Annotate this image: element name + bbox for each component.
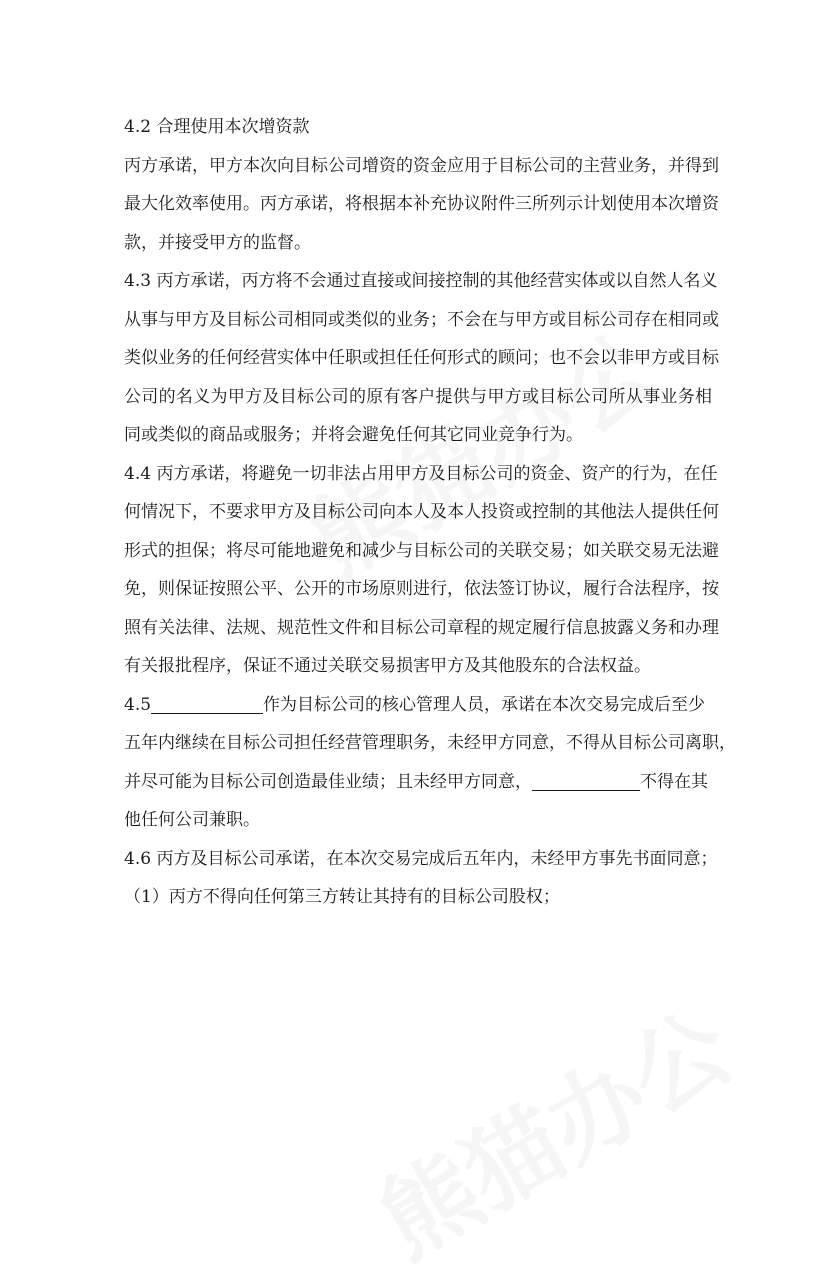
paragraph-line: 他任何公司兼职。 <box>124 810 260 830</box>
list-item: （1）丙方不得向任何第三方转让其持有的目标公司股权； <box>124 887 560 907</box>
clause-text: 作为目标公司的核心管理人员，承诺在本次交易完成后至少 <box>263 694 706 715</box>
paragraph-line: 最大化效率使用。丙方承诺，将根据本补充协议附件三所列示计划使用本次增资 <box>124 194 719 214</box>
fill-in-blank[interactable] <box>151 693 263 714</box>
paragraph-line: 款，并接受甲方的监督。 <box>124 232 311 253</box>
paragraph-line: 照有关法律、法规、规范性文件和目标公司章程的规定履行信息披露义务和办理 <box>124 617 719 638</box>
paragraph-line: 4.6 丙方及目标公司承诺，在本次交易完成后五年内，未经甲方事先书面同意； <box>124 848 718 869</box>
paragraph-line-with-blank <box>124 686 712 725</box>
fill-in-blank[interactable] <box>532 770 640 791</box>
clause-number: 4.5 <box>124 694 152 715</box>
paragraph-line: 类似业务的任何经营实体中任职或担任任何形式的顾问；也不会以非甲方或目标 <box>124 348 719 368</box>
paragraph-line: 4.4 丙方承诺，将避免一切非法占用甲方及目标公司的资金、资产的行为，在任 <box>124 463 718 484</box>
clause-text: 不得在其 <box>640 771 708 792</box>
section-heading-4-2: 4.2 合理使用本次增资款 <box>124 117 310 137</box>
paragraph-line: 五年内继续在目标公司担任经营管理职务，未经甲方同意，不得从目标公司离职， <box>124 733 736 753</box>
paragraph-line: 丙方承诺，甲方本次向目标公司增资的资金应用于目标公司的主营业务，并得到 <box>124 155 719 176</box>
watermark <box>351 973 752 1284</box>
document-body <box>124 108 736 917</box>
paragraph-line: 何情况下，不要求甲方及目标公司向本人及本人投资或控制的其他法人提供任何 <box>124 502 719 522</box>
paragraph-line: 有关报批程序，保证不通过关联交易损害甲方及其他股东的合法权益。 <box>124 656 651 676</box>
paragraph-line-with-blank <box>124 763 712 802</box>
paragraph-line: 同或类似的商品或服务；并将会避免任何其它同业竞争行为。 <box>124 425 583 445</box>
clause-text: 并尽可能为目标公司创造最佳业绩；且未经甲方同意， <box>124 771 532 792</box>
paragraph-line: 形式的担保；将尽可能地避免和减少与目标公司的关联交易；如关联交易无法避 <box>124 540 719 561</box>
paragraph-line: 免，则保证按照公平、公开的市场原则进行，依法签订协议，履行合法程序，按 <box>124 579 719 599</box>
paragraph-line: 公司的名义为甲方及目标公司的原有客户提供与甲方或目标公司所从事业务相 <box>124 386 712 407</box>
paragraph-line: 4.3 丙方承诺，丙方将不会通过直接或间接控制的其他经营实体或以自然人名义 <box>124 271 718 291</box>
paragraph-line: 从事与甲方及目标公司相同或类似的业务；不会在与甲方或目标公司存在相同或 <box>124 309 719 330</box>
